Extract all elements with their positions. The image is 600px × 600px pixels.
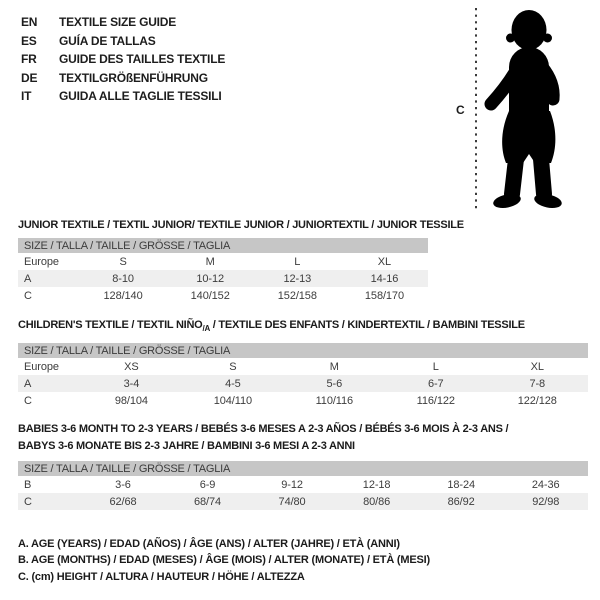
table-cell: 10-12 xyxy=(196,272,224,285)
table-cell: 6-9 xyxy=(199,478,216,491)
lang-row-de xyxy=(21,69,225,88)
table-cell: 104/110 xyxy=(213,394,252,407)
lang-row-en xyxy=(21,13,225,32)
junior-size-table xyxy=(18,238,428,304)
table-cell: 12-13 xyxy=(283,272,312,285)
lang-code: IT xyxy=(21,89,32,103)
table-cell: 110/116 xyxy=(315,394,354,407)
table-cell: 9-12 xyxy=(281,478,303,491)
table-cell: 86/92 xyxy=(447,495,475,508)
lang-title: GUÍA DE TALLAS xyxy=(59,33,156,48)
lang-title: GUIDE DES TAILLES TEXTILE xyxy=(59,52,226,66)
table-cell: A xyxy=(24,272,32,285)
size-header-cell: SIZE / TALLA / TAILLE / GRÖSSE / TAGLIA xyxy=(18,461,588,476)
lang-row-es xyxy=(21,32,225,51)
lang-row-it xyxy=(21,87,225,106)
table-cell: 14-16 xyxy=(370,272,399,285)
table-row xyxy=(18,358,588,375)
table-cell: 18-24 xyxy=(447,478,475,491)
table-cell: 8-10 xyxy=(112,272,134,285)
children-size-table xyxy=(18,343,588,409)
table-cell: M xyxy=(205,255,215,268)
table-cell: S xyxy=(119,255,127,268)
lang-code: ES xyxy=(21,33,37,48)
table-cell: 152/158 xyxy=(277,289,317,302)
children-title-text: CHILDREN'S TEXTILE / TEXTIL NIÑO xyxy=(18,319,203,331)
table-cell: B xyxy=(24,478,32,491)
table-cell: 6-7 xyxy=(427,377,444,390)
children-section-title xyxy=(18,319,525,333)
table-cell: L xyxy=(432,360,439,373)
size-header-cell: SIZE / TALLA / TAILLE / GRÖSSE / TAGLIA xyxy=(18,343,588,358)
lang-row-fr xyxy=(21,50,225,69)
table-cell: C xyxy=(24,289,32,302)
table-cell: Europe xyxy=(24,360,59,373)
table-cell: 74/80 xyxy=(278,495,306,508)
table-cell: XL xyxy=(377,255,392,268)
size-header-row xyxy=(18,238,428,253)
table-cell: 4-5 xyxy=(225,377,241,390)
table-row xyxy=(18,493,588,510)
babies-size-table xyxy=(18,461,588,510)
table-cell: Europe xyxy=(24,255,59,268)
lang-title: TEXTILGRÖßENFÜHRUNG xyxy=(59,70,208,85)
lang-code: FR xyxy=(21,52,37,66)
note-age-years: A. AGE (YEARS) / EDAD (AÑOS) / ÂGE (ANS) / ALTER (JAHRE) / ETÀ (ANNI) xyxy=(18,538,400,550)
note-height: C. (cm) HEIGHT / ALTURA / HAUTEUR / HÖHE / ALTEZZA xyxy=(18,570,305,583)
table-cell: C xyxy=(24,495,32,508)
size-header-row xyxy=(18,343,588,358)
lang-title: GUIDA ALLE TAGLIE TESSILI xyxy=(59,89,222,103)
table-cell: 24-36 xyxy=(531,478,560,491)
lang-title: TEXTILE SIZE GUIDE xyxy=(59,15,177,29)
lang-code: DE xyxy=(21,70,38,85)
legend-notes xyxy=(18,536,430,585)
table-cell: M xyxy=(329,360,339,373)
table-cell: 140/152 xyxy=(190,289,230,302)
table-cell: 62/68 xyxy=(109,495,137,508)
table-cell: 122/128 xyxy=(517,394,557,407)
babies-section-title-line2: BABYS 3-6 MONATE BIS 2-3 JAHRE / BAMBINI 3-6 MESI A 2-3 ANNI xyxy=(18,440,355,452)
table-cell: 7-8 xyxy=(529,377,546,390)
note-age-months: B. AGE (MONTHS) / EDAD (MESES) / ÂGE (MOIS) / ALTER (MONATE) / ETÀ (MESI) xyxy=(18,554,430,567)
table-row xyxy=(18,253,428,270)
children-title-text: / TEXTILE DES ENFANTS / KINDERTEXTIL / BAMBINI TESSILE xyxy=(209,319,525,331)
table-cell: XS xyxy=(124,360,139,373)
table-cell: 158/170 xyxy=(364,289,404,302)
table-cell: 92/98 xyxy=(532,495,560,508)
table-cell: 3-6 xyxy=(115,478,131,491)
size-header-row xyxy=(18,461,588,476)
table-cell: 116/122 xyxy=(416,394,455,407)
junior-section-title: JUNIOR TEXTILE / TEXTIL JUNIOR/ TEXTILE JUNIOR / JUNIORTEXTIL / JUNIOR TESSILE xyxy=(18,219,464,231)
table-row xyxy=(18,476,588,493)
table-row xyxy=(18,287,428,304)
table-cell: 68/74 xyxy=(194,495,222,508)
table-cell: 5-6 xyxy=(326,377,343,390)
table-cell: XL xyxy=(530,360,544,373)
table-cell: 128/140 xyxy=(103,289,143,302)
table-cell: 98/104 xyxy=(114,394,148,407)
table-row xyxy=(18,375,588,392)
babies-section-title-line1: BABIES 3-6 MONTH TO 2-3 YEARS / BEBÉS 3-6 MESES A 2-3 AÑOS / BÉBÉS 3-6 MOIS À 2-3 ANS / xyxy=(18,423,509,435)
children-title-sub: /A xyxy=(202,324,210,334)
table-cell: L xyxy=(294,255,301,268)
table-cell: 3-4 xyxy=(123,377,140,390)
toddler-silhouette-icon xyxy=(482,7,574,212)
height-measure-label: C xyxy=(456,103,465,117)
lang-code: EN xyxy=(21,15,38,29)
size-header-cell: SIZE / TALLA / TAILLE / GRÖSSE / TAGLIA xyxy=(18,238,428,253)
table-cell: 12-18 xyxy=(362,478,391,491)
table-row xyxy=(18,270,428,287)
height-figure xyxy=(440,0,600,215)
table-cell: C xyxy=(24,394,32,407)
table-cell: S xyxy=(229,360,237,373)
dotted-height-line-icon xyxy=(474,8,478,211)
language-title-list xyxy=(21,13,225,106)
table-cell: 80/86 xyxy=(363,495,391,508)
table-cell: A xyxy=(24,377,32,390)
table-row xyxy=(18,392,588,409)
